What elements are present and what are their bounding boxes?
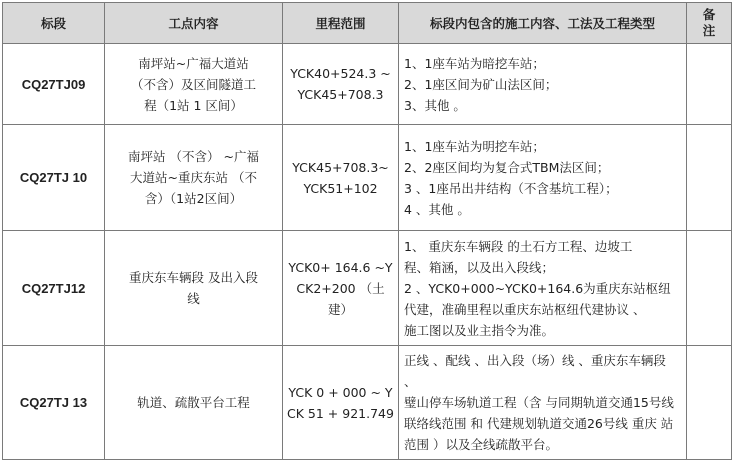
content-line: 1、1座车站为暗挖车站； bbox=[404, 55, 545, 71]
remark-cell bbox=[687, 125, 732, 231]
content-line: 4 、其他 。 bbox=[404, 201, 470, 217]
header-section: 标段 bbox=[3, 3, 105, 44]
header-remark-bottom: 注 bbox=[702, 23, 716, 38]
header-work-points: 工点内容 bbox=[105, 3, 283, 44]
header-content: 标段内包含的施工内容、工法及工程类型 bbox=[399, 3, 687, 44]
table-row bbox=[3, 125, 732, 231]
remark-cell bbox=[687, 44, 732, 125]
content-line: 璧山停车场轨道工程（含 与同期轨道交通15号线 bbox=[404, 395, 674, 410]
header-remark bbox=[687, 3, 732, 44]
mileage-line: YCK 0 + 000 ~ Y bbox=[288, 384, 393, 400]
work-points-line: 含）（1站2区间） bbox=[144, 191, 243, 206]
content-line: 程、箱涵，以及出入段线； bbox=[404, 259, 555, 275]
content-line: 3 、1座吊出井结构（不含基坑工程）； bbox=[404, 180, 618, 196]
bid-section-table bbox=[2, 2, 732, 460]
content-line: 1、1座车站为明挖车站； bbox=[404, 138, 545, 154]
work-points-line: 重庆东车辆段 及出入段 bbox=[129, 270, 258, 285]
section-cell: CQ27TJ 13 bbox=[3, 346, 105, 460]
remark-cell bbox=[687, 346, 732, 460]
mileage-line: YCK51+102 bbox=[303, 180, 378, 196]
content-line: 2、1座区间为矿山法区间； bbox=[404, 76, 558, 92]
work-points-line: 线 bbox=[187, 291, 200, 306]
work-points-line: （不含）及区间隧道工 bbox=[130, 76, 256, 92]
mileage-cell bbox=[283, 231, 399, 346]
work-points-line: 南坪站~广福大道站 bbox=[138, 55, 249, 71]
table-row bbox=[3, 44, 732, 125]
mileage-line: CK2+200 （土 bbox=[296, 280, 385, 296]
content-line: 施工图以及业主指令为准。 bbox=[404, 322, 555, 338]
table-row bbox=[3, 231, 732, 346]
mileage-cell bbox=[283, 125, 399, 231]
remark-cell bbox=[687, 231, 732, 346]
content-cell bbox=[399, 231, 687, 346]
table-row bbox=[3, 346, 732, 460]
content-cell bbox=[399, 44, 687, 125]
header-mileage: 里程范围 bbox=[283, 3, 399, 44]
work-points-line: 轨道、疏散平台工程 bbox=[137, 395, 250, 410]
mileage-cell bbox=[283, 44, 399, 125]
content-line: 代建，准确里程以重庆东站枢纽代建协议 、 bbox=[404, 301, 646, 317]
header-remark-top: 备 bbox=[702, 7, 716, 22]
mileage-line: YCK0+ 164.6 ~Y bbox=[288, 259, 393, 275]
work-points-cell bbox=[105, 346, 283, 460]
content-cell bbox=[399, 125, 687, 231]
content-line: 范围 ）以及全线疏散平台。 bbox=[404, 437, 558, 452]
section-cell: CQ27TJ 10 bbox=[3, 125, 105, 231]
mileage-line: YCK45+708.3 bbox=[297, 87, 384, 102]
mileage-cell bbox=[283, 346, 399, 460]
section-cell: CQ27TJ12 bbox=[3, 231, 105, 346]
content-line: 联络线范围 和 代建规划轨道交通26号线 重庆 站 bbox=[404, 416, 674, 431]
content-line: 2、2座区间均为复合式TBM法区间； bbox=[404, 159, 610, 175]
mileage-line: YCK45+708.3~ bbox=[292, 159, 389, 175]
mileage-line: YCK40+524.3 ~ bbox=[290, 66, 391, 81]
mileage-line: 建） bbox=[327, 301, 353, 317]
mileage-line: CK 51 + 921.749 bbox=[287, 405, 394, 421]
content-line: 2 、YCK0+000~YCK0+164.6为重庆东站枢纽 bbox=[404, 280, 671, 296]
work-points-line: 程（1站 1 区间） bbox=[144, 97, 243, 113]
work-points-line: 大道站~重庆东站 （不 bbox=[130, 170, 257, 185]
work-points-cell bbox=[105, 44, 283, 125]
work-points-cell bbox=[105, 231, 283, 346]
content-line: 正线 、配线 、出入段（场）线 、重庆东车辆段 、 bbox=[404, 353, 666, 389]
content-line: 1、 重庆东车辆段 的土石方工程、边坡工 bbox=[404, 238, 633, 254]
content-line: 3、其他 。 bbox=[404, 97, 466, 113]
content-cell bbox=[399, 346, 687, 460]
section-cell: CQ27TJ09 bbox=[3, 44, 105, 125]
header-row bbox=[3, 3, 732, 44]
work-points-cell bbox=[105, 125, 283, 231]
work-points-line: 南坪站 （不含） ~广福 bbox=[128, 149, 259, 164]
